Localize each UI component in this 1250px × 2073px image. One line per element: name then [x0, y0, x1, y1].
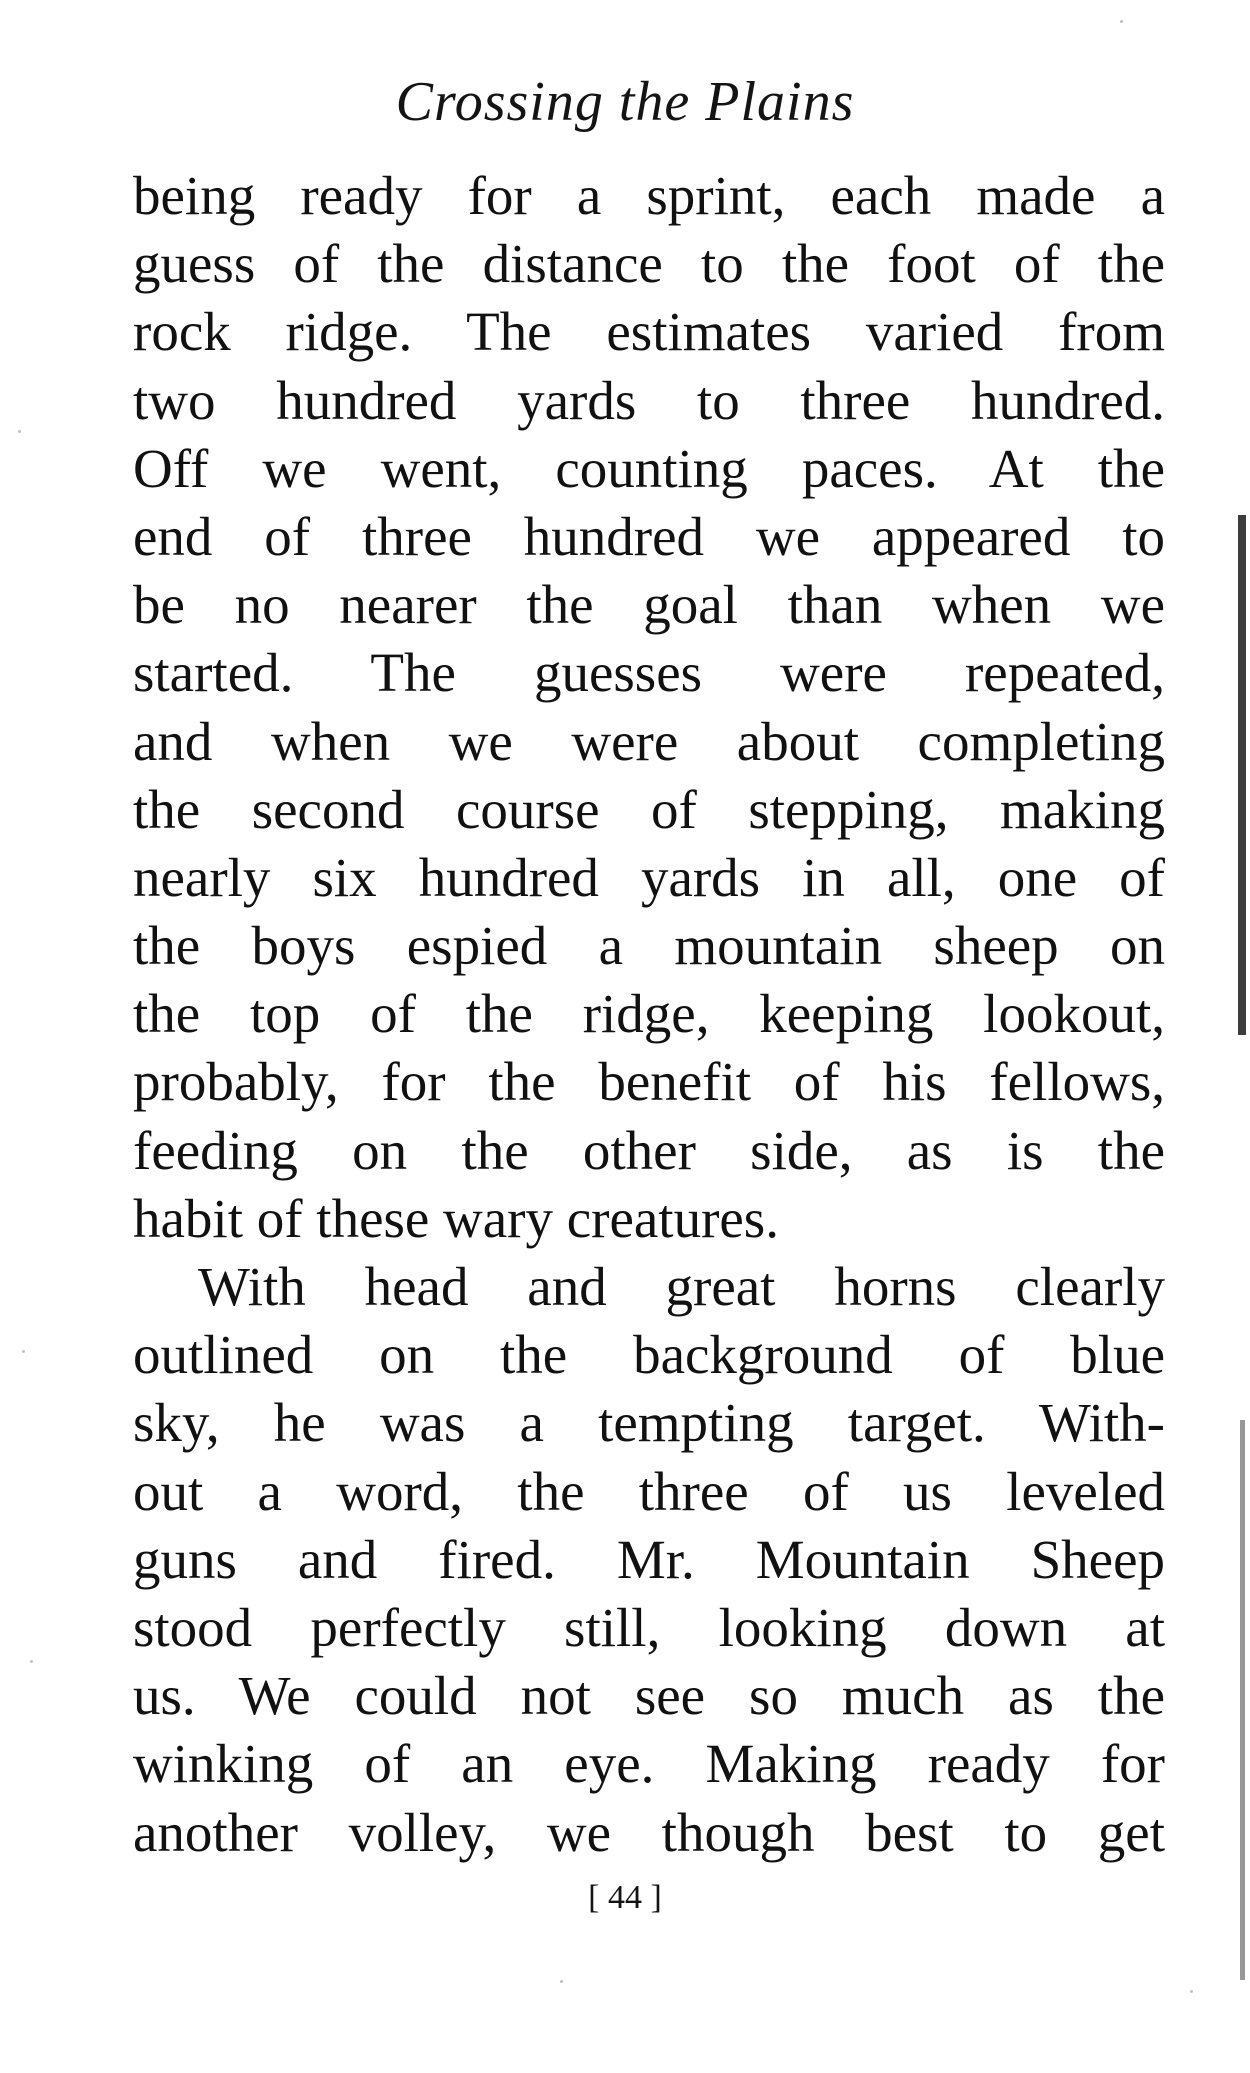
running-head-title: Crossing the Plains — [395, 71, 855, 133]
text-line: out a word, the three of us leveled — [133, 1460, 1165, 1522]
scan-speck — [22, 1350, 25, 1353]
text-line: probably, for the benefit of his fellows, — [133, 1051, 1165, 1113]
text-line: another volley, we though best to get — [133, 1801, 1165, 1863]
text-line: guns and fired. Mr. Mountain Sheep — [133, 1528, 1165, 1590]
text-line: nearly six hundred yards in all, one of — [133, 846, 1165, 908]
text-line: the top of the ridge, keeping lookout, — [133, 983, 1165, 1045]
scan-speck — [1120, 20, 1123, 23]
text-line: the boys espied a mountain sheep on — [133, 915, 1165, 977]
text-line: being ready for a sprint, each made a — [133, 165, 1165, 226]
text-line: guess of the distance to the foot of the — [133, 233, 1165, 295]
text-line: started. The guesses were repeated, — [133, 642, 1165, 704]
text-line: two hundred yards to three hundred. — [133, 369, 1165, 431]
body-text — [133, 162, 1165, 1867]
text-line: us. We could not see so much as the — [133, 1665, 1165, 1727]
scan-speck — [1190, 1990, 1193, 1993]
text-line: outlined on the background of blue — [133, 1324, 1165, 1386]
text-line: With head and great horns clearly — [198, 1256, 1165, 1317]
text-line: winking of an eye. Making ready for — [133, 1733, 1165, 1795]
text-line: Off we went, counting paces. At the — [133, 437, 1165, 499]
text-line: the second course of stepping, making — [133, 778, 1165, 840]
scan-edge-shadow — [1238, 515, 1246, 1035]
scan-speck — [18, 430, 21, 433]
scan-edge-shadow — [1240, 1420, 1245, 1980]
text-line: stood perfectly still, looking down at — [133, 1596, 1165, 1658]
text-line: habit of these wary creatures. — [133, 1187, 779, 1249]
text-line: sky, he was a tempting target. With- — [133, 1392, 1165, 1454]
text-line: feeding on the other side, as is the — [133, 1119, 1165, 1181]
text-line: rock ridge. The estimates varied from — [133, 301, 1165, 363]
page-number: [ 44 ] — [588, 1879, 662, 1916]
scan-speck — [30, 1660, 33, 1663]
scan-speck — [560, 1980, 563, 1983]
text-line: end of three hundred we appeared to — [133, 505, 1165, 567]
text-line: and when we were about completing — [133, 710, 1165, 772]
text-line: be no nearer the goal than when we — [133, 574, 1165, 636]
